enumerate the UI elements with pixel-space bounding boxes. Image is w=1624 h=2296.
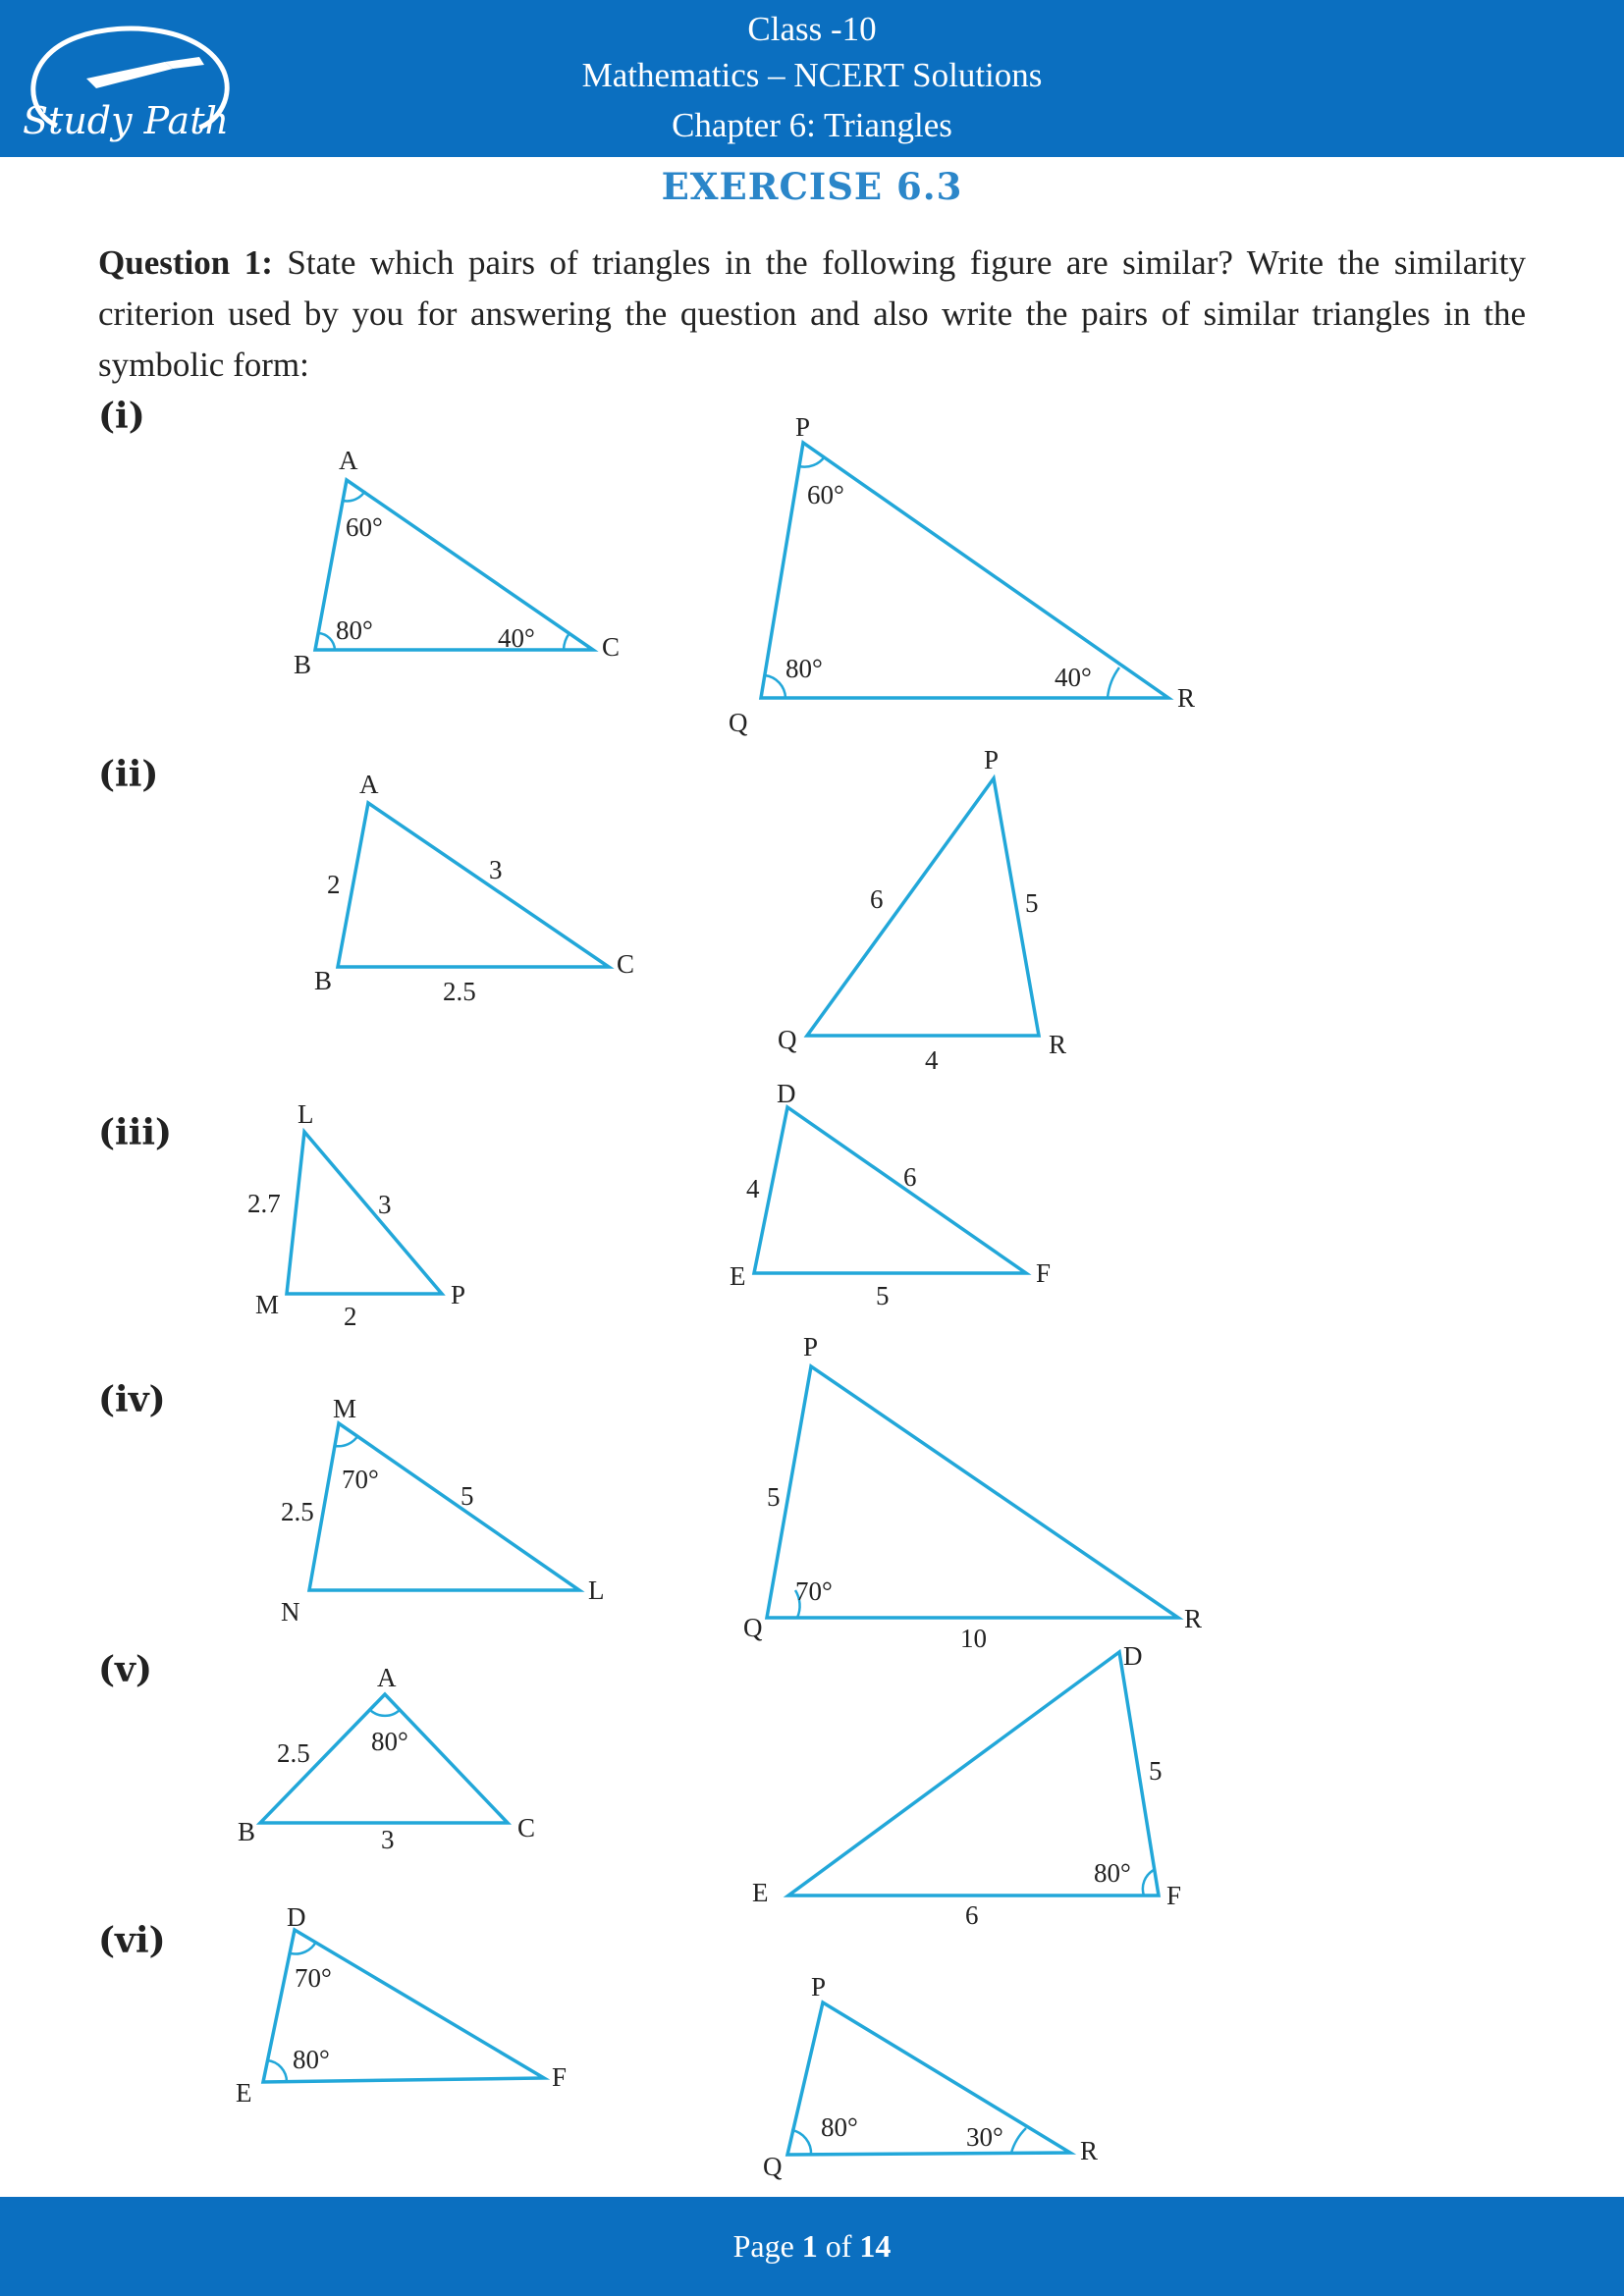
label-vi-angle-d: 70° xyxy=(295,1963,332,1993)
label-ii-pr: 5 xyxy=(1025,888,1039,918)
label-i-A: A xyxy=(339,446,358,475)
label-iii-E: E xyxy=(730,1261,746,1291)
label-i-R: R xyxy=(1177,683,1196,713)
label-iii-M: M xyxy=(255,1290,280,1319)
label-vi-angle-q: 80° xyxy=(821,2112,858,2142)
svg-text:Study Path: Study Path xyxy=(23,99,229,142)
label-i-P: P xyxy=(795,412,811,442)
label-ii-Q: Q xyxy=(778,1025,797,1054)
part-label-ii: (ii) xyxy=(98,754,159,795)
label-iv-M: M xyxy=(333,1394,357,1423)
label-i-B: B xyxy=(294,650,312,679)
label-v-df: 5 xyxy=(1149,1756,1163,1786)
page-of: of xyxy=(817,2228,860,2264)
triangle-mnl-iv xyxy=(309,1423,579,1590)
label-vi-Q: Q xyxy=(763,2152,783,2181)
label-v-bc: 3 xyxy=(381,1825,395,1854)
label-ii-B: B xyxy=(314,966,333,995)
label-v-C: C xyxy=(517,1813,536,1842)
label-v-angle-f: 80° xyxy=(1094,1858,1131,1888)
label-i-angle-r: 40° xyxy=(1055,663,1092,692)
subject-title: Mathematics – NCERT Solutions xyxy=(581,56,1043,94)
label-iii-P: P xyxy=(451,1280,466,1309)
label-iii-D: D xyxy=(777,1079,796,1108)
label-iv-N: N xyxy=(281,1597,300,1627)
label-v-F: F xyxy=(1166,1881,1182,1910)
label-ii-ac: 3 xyxy=(489,855,503,884)
label-ii-R: R xyxy=(1049,1030,1067,1059)
label-i-C: C xyxy=(602,632,621,662)
label-iv-qr: 10 xyxy=(960,1624,987,1653)
label-i-angle-p: 60° xyxy=(807,480,844,509)
label-vi-F: F xyxy=(552,2062,568,2092)
label-i-angle-c: 40° xyxy=(498,623,535,653)
label-iv-angle-q: 70° xyxy=(795,1576,833,1606)
label-iii-de: 4 xyxy=(746,1174,760,1203)
label-iv-P: P xyxy=(803,1332,819,1362)
label-iii-lm: 2.7 xyxy=(247,1189,281,1218)
label-v-ef: 6 xyxy=(965,1900,979,1930)
label-ii-P: P xyxy=(984,745,1000,774)
label-ii-pq: 6 xyxy=(870,884,884,914)
label-i-angle-b: 80° xyxy=(336,615,373,645)
question-label: Question 1: xyxy=(98,243,273,282)
label-v-E: E xyxy=(752,1878,769,1907)
triangle-pqr-ii xyxy=(807,778,1039,1036)
label-vi-D: D xyxy=(287,1902,306,1932)
label-iii-ef: 5 xyxy=(876,1281,890,1310)
label-ii-C: C xyxy=(617,949,635,979)
part-label-iii: (iii) xyxy=(98,1112,173,1153)
page-number xyxy=(0,2228,1624,2265)
triangle-def-iii xyxy=(754,1107,1026,1273)
triangle-lmp-iii xyxy=(287,1132,442,1294)
page-prefix: Page xyxy=(732,2228,802,2264)
label-iii-F: F xyxy=(1036,1258,1052,1288)
label-iv-Q: Q xyxy=(743,1613,763,1642)
label-v-angle-a: 80° xyxy=(371,1727,408,1756)
label-iii-L: L xyxy=(298,1099,314,1129)
part-label-v: (v) xyxy=(98,1649,152,1690)
label-iii-df: 6 xyxy=(903,1162,917,1192)
triangle-abc-ii xyxy=(338,803,609,967)
page-footer xyxy=(0,2197,1624,2296)
label-vi-P: P xyxy=(811,1972,827,2002)
label-v-A: A xyxy=(377,1663,397,1692)
label-i-angle-q: 80° xyxy=(785,654,823,683)
label-vi-angle-e: 80° xyxy=(293,2045,330,2074)
label-ii-qr: 4 xyxy=(925,1045,939,1075)
label-ii-ab: 2 xyxy=(327,870,341,899)
class-title: Class -10 xyxy=(747,10,877,48)
label-ii-A: A xyxy=(359,770,379,799)
label-v-B: B xyxy=(238,1817,256,1846)
part-label-vi: (vi) xyxy=(98,1920,166,1961)
label-iv-mn: 2.5 xyxy=(281,1497,314,1526)
label-iv-angle-m: 70° xyxy=(342,1465,379,1494)
label-vi-angle-r: 30° xyxy=(966,2122,1003,2152)
label-vi-R: R xyxy=(1080,2136,1099,2165)
label-iii-lp: 3 xyxy=(378,1190,392,1219)
label-iii-mp: 2 xyxy=(344,1302,357,1331)
exercise-title: EXERCISE 6.3 xyxy=(661,165,963,208)
label-i-angle-a: 60° xyxy=(346,512,383,542)
part-label-i: (i) xyxy=(98,396,145,437)
label-ii-bc: 2.5 xyxy=(443,977,476,1006)
label-iv-R: R xyxy=(1184,1604,1203,1633)
label-v-D: D xyxy=(1123,1641,1143,1671)
page-current: 1 xyxy=(801,2228,818,2264)
label-v-ab: 2.5 xyxy=(277,1738,310,1768)
label-vi-E: E xyxy=(236,2078,252,2108)
page-total: 14 xyxy=(859,2228,892,2264)
label-i-Q: Q xyxy=(729,708,748,737)
label-iv-pq: 5 xyxy=(767,1482,781,1512)
label-iv-L: L xyxy=(588,1575,605,1605)
question-text: State which pairs of triangles in the following figure are similar? Write the similarity criterion used by you for answering the question and also write the pairs of similar triangles in the symbolic form: xyxy=(98,243,1526,384)
label-iv-ml: 5 xyxy=(460,1481,474,1511)
part-label-iv: (iv) xyxy=(98,1379,166,1420)
chapter-title: Chapter 6: Triangles xyxy=(672,106,952,144)
